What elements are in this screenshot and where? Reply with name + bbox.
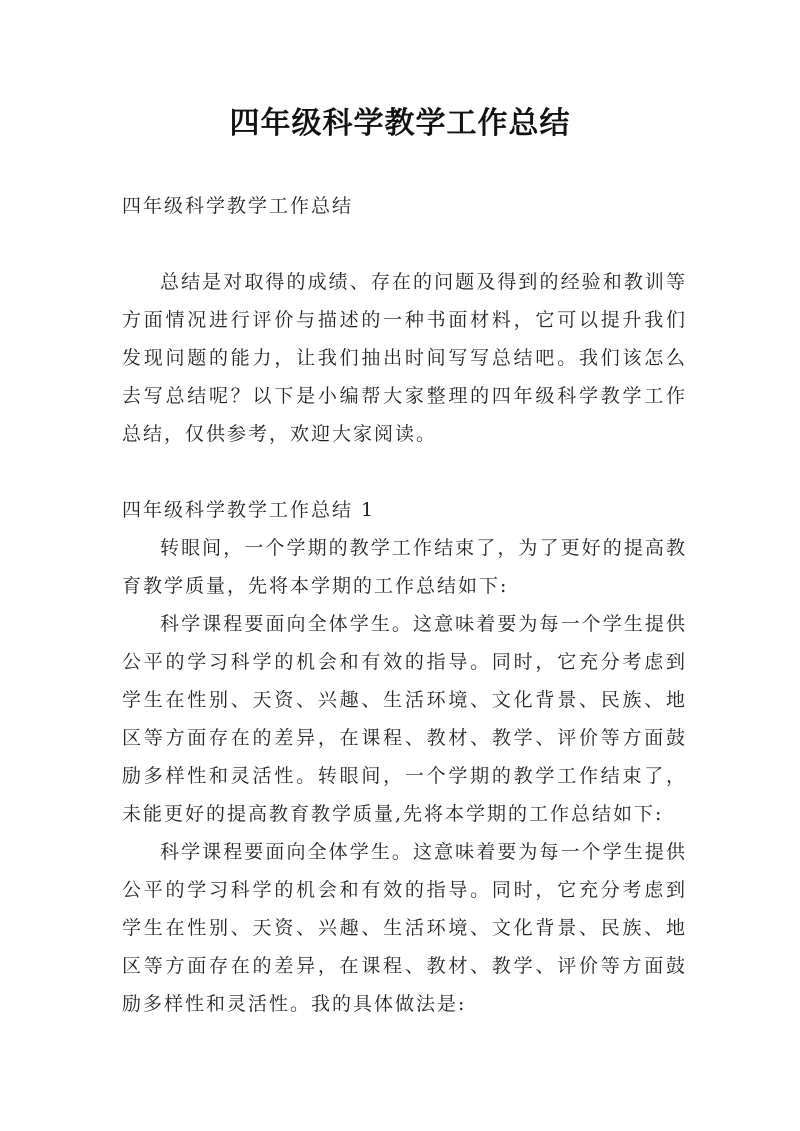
document-title: 四年级科学教学工作总结 <box>229 106 571 141</box>
body-paragraph: 科学课程要面向全体学生。这意味着要为每一个学生提供公平的学习科学的机会和有效的指导。同时，它充分考虑到学生在性别、天资、兴趣、生活环境、文化背景、民族、地区等方面存在的差异，在课程、教材、教学、评价等方面鼓励多样性和灵活性。转眼间，一个学期的教学工作结束了，未能更好的提高教育教学质量,先将本学期的工作总结如下: <box>122 613 687 825</box>
section-body <box>122 491 687 1023</box>
section-heading: 四年级科学教学工作总结 1 <box>122 499 376 521</box>
document-subtitle: 四年级科学教学工作总结 <box>122 195 354 217</box>
body-paragraph: 转眼间，一个学期的教学工作结束了，为了更好的提高教育教学质量，先将本学期的工作总结如下: <box>122 537 687 597</box>
body-paragraph: 科学课程要面向全体学生。这意味着要为每一个学生提供公平的学习科学的机会和有效的指导。同时，它充分考虑到学生在性别、天资、兴趣、生活环境、文化背景、民族、地区等方面存在的差异，在课程、教材、教学、评价等方面鼓励多样性和灵活性。我的具体做法是: <box>122 841 687 1015</box>
intro-paragraph: 总结是对取得的成绩、存在的问题及得到的经验和教训等方面情况进行评价与描述的一种书面材料，它可以提升我们发现问题的能力，让我们抽出时间写写总结吧。我们该怎么去写总结呢？以下是小编帮大家整理的四年级科学教学工作总结，仅供参考，欢迎大家阅读。 <box>122 271 687 445</box>
